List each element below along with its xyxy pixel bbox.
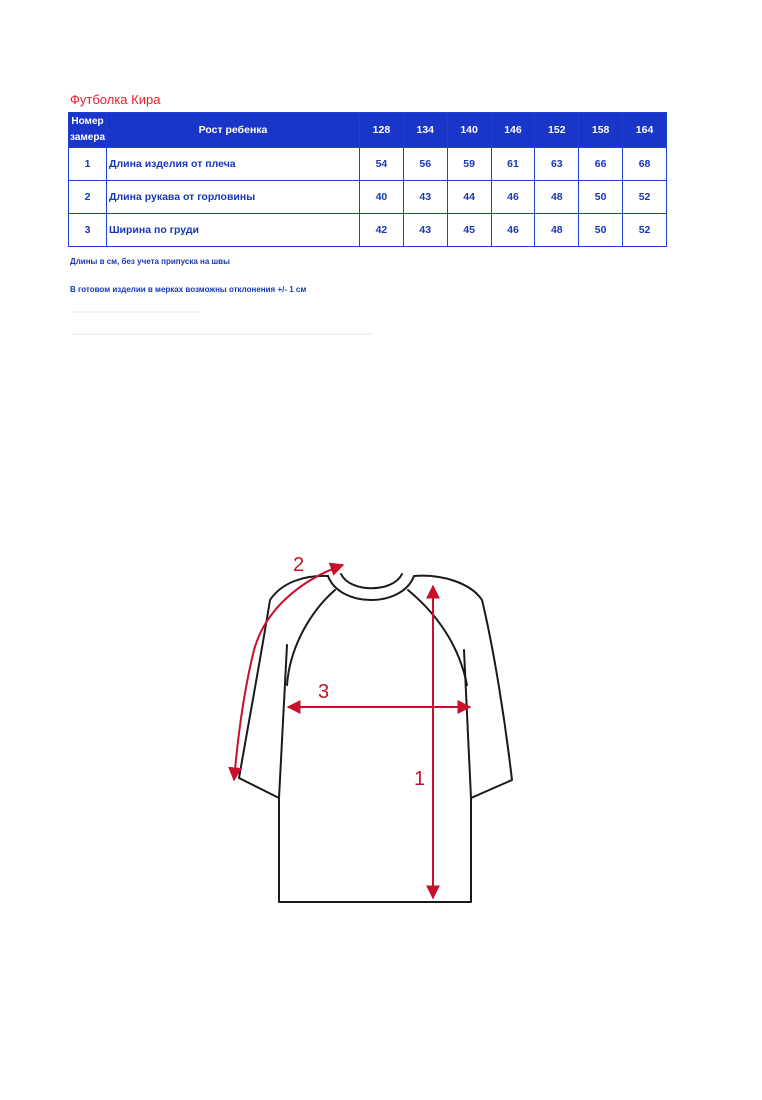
table-cell: 66 — [579, 148, 623, 181]
underarm-right — [464, 650, 471, 798]
table-cell: 63 — [535, 148, 579, 181]
header-size: 128 — [360, 113, 404, 148]
table-cell: 68 — [623, 148, 667, 181]
header-size: 146 — [491, 113, 535, 148]
table-cell: 42 — [360, 214, 404, 247]
row-measure-name: Длина изделия от плеча — [107, 148, 360, 181]
measure-label-1: 1 — [414, 768, 426, 790]
tshirt-outline — [239, 574, 512, 902]
table-cell: 54 — [360, 148, 404, 181]
header-size: 164 — [623, 113, 667, 148]
table-cell: 44 — [447, 181, 491, 214]
row-number: 2 — [69, 181, 107, 214]
table-cell: 52 — [623, 214, 667, 247]
row-number: 3 — [69, 214, 107, 247]
header-size: 152 — [535, 113, 579, 148]
collar-inner — [341, 574, 402, 588]
header-measure-number-line2: замера — [69, 132, 106, 143]
table-cell: 46 — [491, 214, 535, 247]
measurement-lines — [234, 565, 470, 898]
table-cell: 48 — [535, 181, 579, 214]
measure-label-2: 2 — [293, 554, 305, 576]
underarm-left — [279, 645, 287, 798]
raglan-seam-left — [287, 590, 335, 685]
note-tolerance: В готовом изделии в мерках возможны отклонения +/- 1 см — [70, 285, 307, 294]
header-size: 158 — [579, 113, 623, 148]
table-cell: 56 — [403, 148, 447, 181]
table-cell: 50 — [579, 181, 623, 214]
table-cell: 61 — [491, 148, 535, 181]
measure-label-3: 3 — [318, 681, 330, 703]
row-number: 1 — [69, 148, 107, 181]
table-cell: 43 — [403, 214, 447, 247]
header-measure-number-line1: Номер — [71, 116, 104, 127]
row-measure-name: Ширина по груди — [107, 214, 360, 247]
table-cell: 52 — [623, 181, 667, 214]
table-cell: 45 — [447, 214, 491, 247]
raglan-seam-right — [408, 590, 467, 685]
table-cell: 43 — [403, 181, 447, 214]
table-cell: 46 — [491, 181, 535, 214]
note-units: Длины в см, без учета припуска на швы — [70, 257, 230, 266]
row-measure-name: Длина рукава от горловины — [107, 181, 360, 214]
table-cell: 50 — [579, 214, 623, 247]
table-cell: 48 — [535, 214, 579, 247]
product-title: Футболка Кира — [70, 92, 161, 107]
table-cell: 40 — [360, 181, 404, 214]
header-size: 134 — [403, 113, 447, 148]
header-size: 140 — [447, 113, 491, 148]
header-child-height: Рост ребенка — [107, 113, 360, 148]
body-outline — [239, 576, 512, 902]
table-cell: 59 — [447, 148, 491, 181]
